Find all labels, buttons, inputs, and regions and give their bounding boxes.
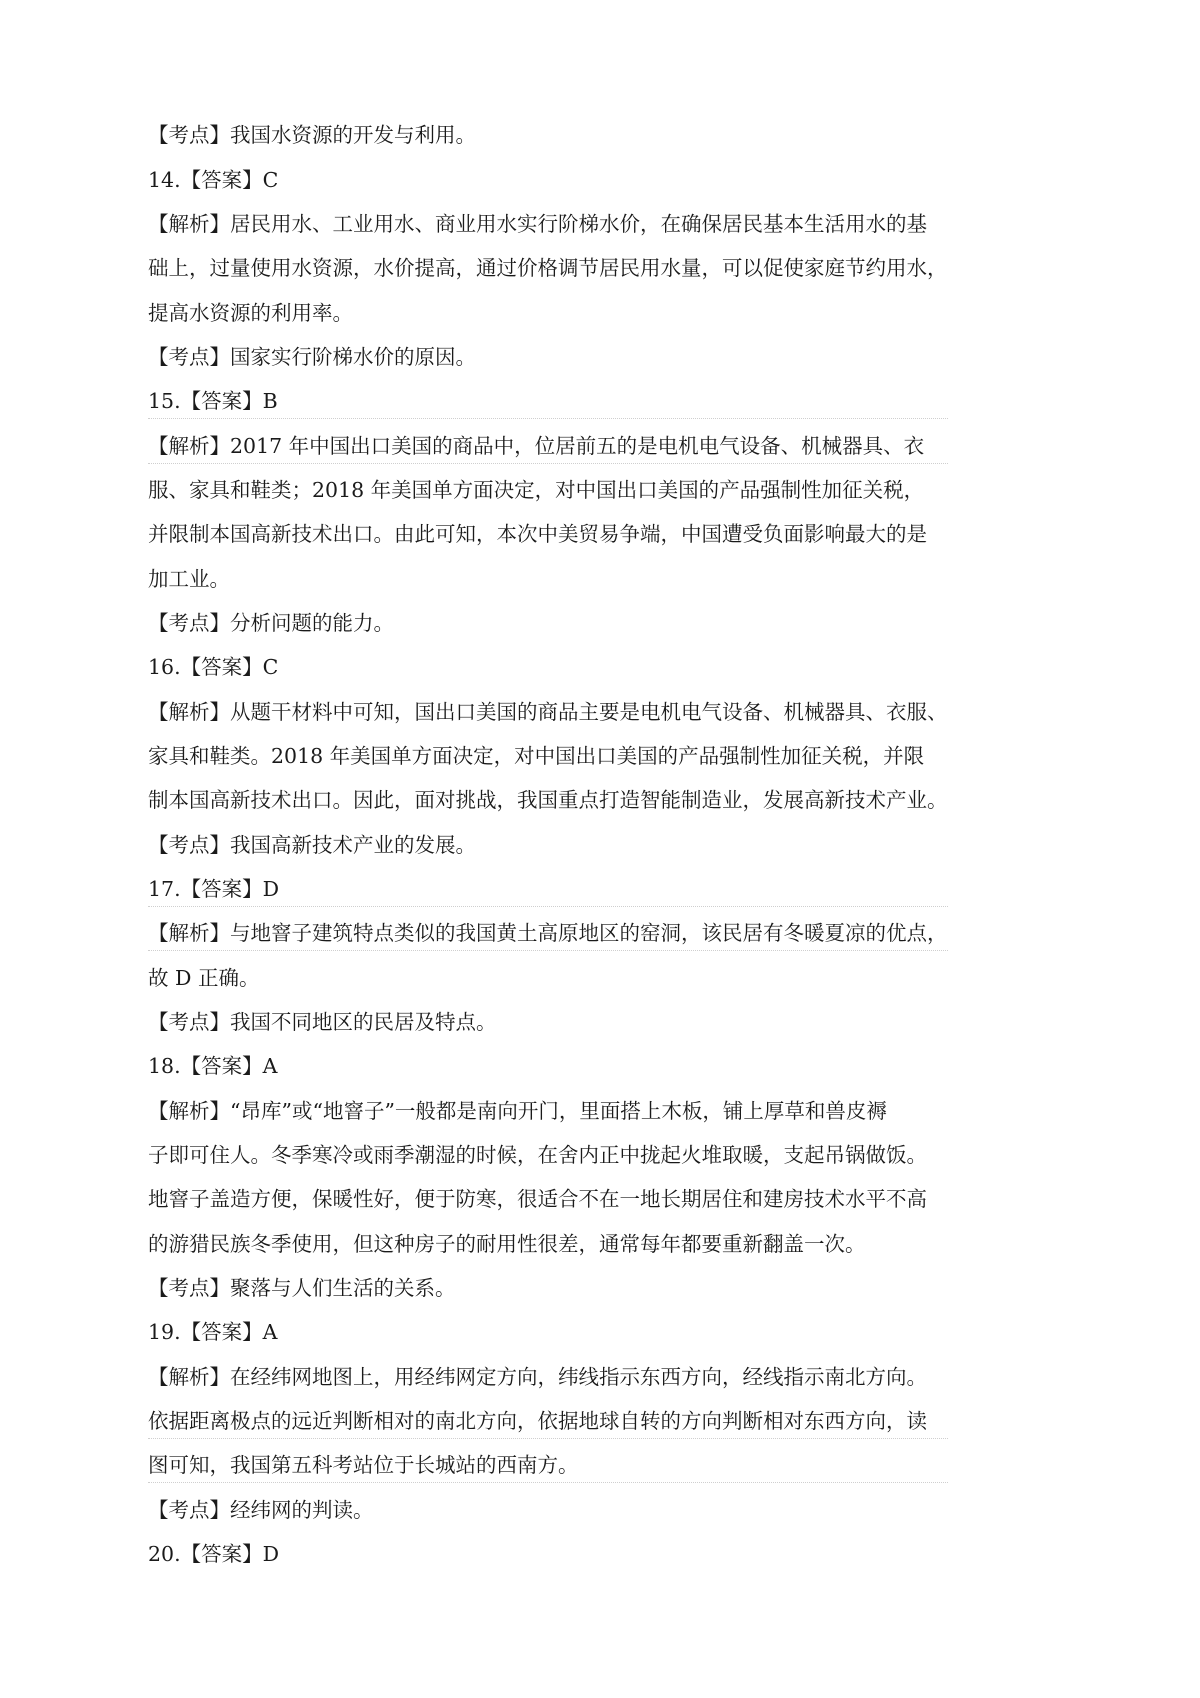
text-line: 17.【答案】D <box>148 874 948 907</box>
text-line: 20.【答案】D <box>148 1542 280 1566</box>
text-line: 【考点】国家实行阶梯水价的原因。 <box>148 345 476 369</box>
text-line: 【解析】在经纬网地图上，用经纬网定方向，纬线指示东西方向，经线指示南北方向。 <box>148 1365 927 1389</box>
text-line: 家具和鞋类。2018 年美国单方面决定，对中国出口美国的产品强制性加征关税，并限 <box>148 744 925 768</box>
text-line: 16.【答案】C <box>148 655 279 679</box>
text-line: 19.【答案】A <box>148 1320 278 1344</box>
text-line: 【考点】聚落与人们生活的关系。 <box>148 1276 456 1300</box>
text-line: 提高水资源的利用率。 <box>148 301 353 325</box>
text-line: 加工业。 <box>148 567 230 591</box>
text-line: 服、家具和鞋类；2018 年美国单方面决定，对中国出口美国的产品强制性加征关税， <box>148 478 925 502</box>
text-line: 【考点】经纬网的判读。 <box>148 1498 374 1522</box>
text-line: 【解析】与地窨子建筑特点类似的我国黄土高原地区的窑洞，该民居有冬暖夏凉的优点， <box>148 918 948 951</box>
text-line: 【解析】2017 年中国出口美国的商品中，位居前五的是电机电气设备、机械器具、衣 <box>148 431 948 464</box>
text-line: 18.【答案】A <box>148 1054 278 1078</box>
text-line: 【考点】我国水资源的开发与利用。 <box>148 123 476 147</box>
text-line: 制本国高新技术出口。因此，面对挑战，我国重点打造智能制造业，发展高新技术产业。 <box>148 788 948 812</box>
text-line: 子即可住人。冬季寒冷或雨季潮湿的时候，在舍内正中拢起火堆取暖，支起吊锅做饭。 <box>148 1143 927 1167</box>
text-line: 依据距离极点的远近判断相对的南北方向，依据地球自转的方向判断相对东西方向，读 <box>148 1406 948 1439</box>
text-line: 础上，过量使用水资源，水价提高，通过价格调节居民用水量，可以促使家庭节约用水， <box>148 256 948 280</box>
text-line: 图可知，我国第五科考站位于长城站的西南方。 <box>148 1450 948 1483</box>
text-line: 故 D 正确。 <box>148 966 260 990</box>
text-line: 并限制本国高新技术出口。由此可知，本次中美贸易争端，中国遭受负面影响最大的是 <box>148 522 927 546</box>
text-line: 【考点】我国高新技术产业的发展。 <box>148 833 476 857</box>
text-line: 15.【答案】B <box>148 386 948 419</box>
text-line: 14.【答案】C <box>148 168 279 192</box>
text-line: 【解析】“昂库”或“地窨子”一般都是南向开门，里面搭上木板，铺上厚草和兽皮褥 <box>148 1099 887 1123</box>
text-line: 【解析】从题干材料中可知，国出口美国的商品主要是电机电气设备、机械器具、衣服、 <box>148 700 948 724</box>
text-line: 【解析】居民用水、工业用水、商业用水实行阶梯水价，在确保居民基本生活用水的基 <box>148 212 927 236</box>
text-line: 的游猎民族冬季使用，但这种房子的耐用性很差，通常每年都要重新翻盖一次。 <box>148 1232 866 1256</box>
text-line: 【考点】分析问题的能力。 <box>148 611 394 635</box>
text-line: 地窨子盖造方便，保暖性好，便于防寒，很适合不在一地长期居住和建房技术水平不高 <box>148 1187 927 1211</box>
text-line: 【考点】我国不同地区的民居及特点。 <box>148 1010 497 1034</box>
